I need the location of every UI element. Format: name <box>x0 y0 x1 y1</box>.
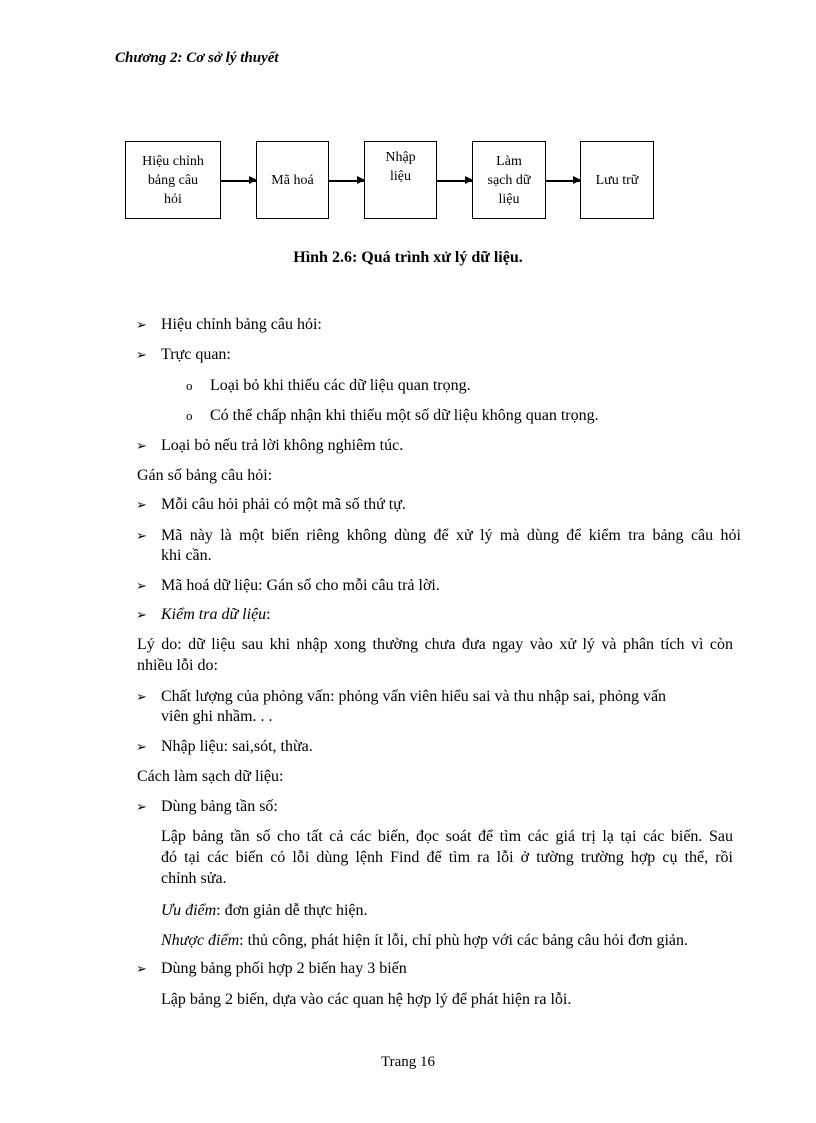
list-item: Chất lượng của phỏng vấn: phỏng vấn viên hiểu sai và thu nhập sai, phỏng vấn <box>161 688 667 705</box>
arrow-bullet-icon: ➢ <box>136 739 147 754</box>
flow-arrow <box>546 180 580 182</box>
list-item: Nhập liệu: sai,sót, thừa. <box>161 738 313 755</box>
paragraph-continuation: chỉnh sửa. <box>161 870 227 887</box>
flow-arrow <box>221 180 256 182</box>
list-item-continuation: khi cần. <box>161 547 212 564</box>
sub-list-item: Có thể chấp nhận khi thiếu một số dữ liệu không quan trọng. <box>210 407 599 424</box>
list-item: Hiệu chỉnh bảng câu hỏi: <box>161 316 322 333</box>
list-item: Dùng bảng phối hợp 2 biến hay 3 biến <box>161 960 407 977</box>
arrow-bullet-icon: ➢ <box>136 347 147 362</box>
list-item: Mã hoá dữ liệu: Gán số cho mỗi câu trả lời. <box>161 577 440 594</box>
arrow-bullet-icon: ➢ <box>136 497 147 512</box>
list-item: Dùng bảng tần số: <box>161 798 278 815</box>
flow-arrow <box>329 180 364 182</box>
arrow-bullet-icon: ➢ <box>136 317 147 332</box>
step-box-storage: Lưu trữ <box>580 141 654 219</box>
sub-list-item: Loại bỏ khi thiếu các dữ liệu quan trọng. <box>210 377 471 394</box>
arrow-bullet-icon: ➢ <box>136 799 147 814</box>
circle-bullet-icon: o <box>186 378 193 393</box>
figure-caption: Hình 2.6: Quá trình xử lý dữ liệu. <box>293 249 523 266</box>
paragraph-continuation: nhiều lỗi do: <box>137 657 218 674</box>
step-box-data-cleaning: Làm sạch dữ liệu <box>472 141 546 219</box>
paragraph: Lý do: dữ liệu sau khi nhập xong thường chưa đưa ngay vào xử lý và phân tích vì còn <box>137 636 733 653</box>
paragraph: Gán số bảng câu hỏi: <box>137 467 273 484</box>
list-item-continuation: viên ghi nhầm. . . <box>161 708 273 725</box>
list-item: Mỗi câu hỏi phải có một mã số thứ tự. <box>161 496 406 513</box>
paragraph: Lập bảng 2 biến, dựa vào các quan hệ hợp lý để phát hiện ra lỗi. <box>161 991 572 1008</box>
step-box-encode: Mã hoá <box>256 141 329 219</box>
paragraph-continuation: đó tại các biến có lỗi dùng lệnh Find để tìm ra lỗi ở tường trường hợp cụ thể, rồi <box>161 849 733 866</box>
page-number: Trang 16 <box>380 1054 436 1070</box>
arrow-bullet-icon: ➢ <box>136 528 147 543</box>
arrow-bullet-icon: ➢ <box>136 438 147 453</box>
step-box-data-entry: Nhập liệu <box>364 141 437 219</box>
arrow-bullet-icon: ➢ <box>136 607 147 622</box>
flow-arrow <box>437 180 472 182</box>
step-box-adjust-questionnaire: Hiệu chỉnh bảng câu hỏi <box>125 141 221 219</box>
list-item: Loại bỏ nếu trả lời không nghiêm túc. <box>161 437 404 454</box>
paragraph: Lập bảng tần số cho tất cả các biến, đọc soát để tìm các giá trị lạ tại các biến. Sau <box>161 828 733 845</box>
list-item: Mã này là một biến riêng không dùng để xử lý mà dùng để kiểm tra bảng câu hỏi <box>161 527 741 544</box>
list-item: Kiểm tra dữ liệu: <box>161 606 271 623</box>
paragraph: Ưu điểm: đơn giản dễ thực hiện. <box>161 902 368 919</box>
list-item: Trực quan: <box>161 346 231 363</box>
arrow-bullet-icon: ➢ <box>136 961 147 976</box>
chapter-header: Chương 2: Cơ sở lý thuyết <box>115 50 279 66</box>
paragraph: Cách làm sạch dữ liệu: <box>137 768 284 785</box>
paragraph: Nhược điểm: thủ công, phát hiện ít lỗi, chỉ phù hợp với các bảng câu hỏi đơn giản. <box>161 932 688 949</box>
arrow-bullet-icon: ➢ <box>136 689 147 704</box>
circle-bullet-icon: o <box>186 408 193 423</box>
arrow-bullet-icon: ➢ <box>136 578 147 593</box>
